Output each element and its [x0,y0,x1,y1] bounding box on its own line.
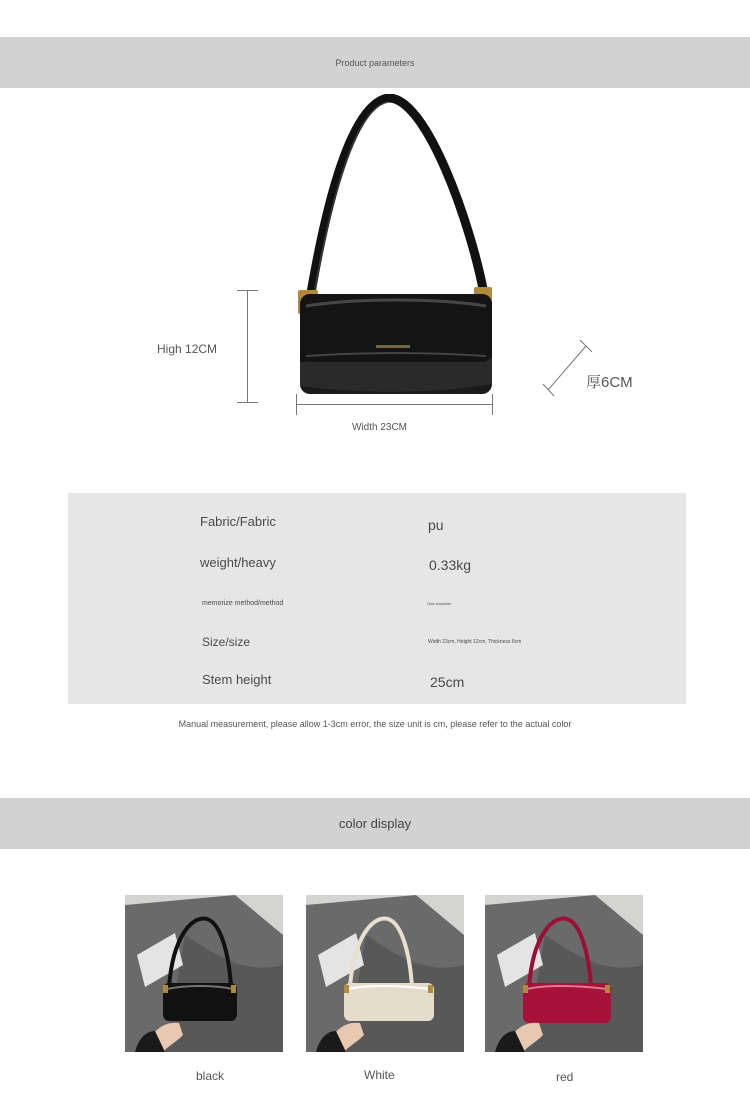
color-label-black: black [196,1069,225,1083]
spec-value-weight: 0.33kg [429,557,472,573]
color-swatch-black[interactable] [125,895,283,1052]
handbag-image [296,94,496,399]
color-label-red: red [556,1070,574,1084]
white-handbag-photo [306,895,464,1052]
color-swatch-white[interactable] [306,895,464,1052]
height-label: High 12CM [157,342,218,356]
red-handbag-photo [485,895,643,1052]
width-label: Width 23CM [352,422,408,433]
spec-label-weight: weight/heavy [200,555,276,570]
spec-label-stem-height: Stem height [202,672,272,687]
measurement-note: Manual measurement, please allow 1-3cm error, the size unit is cm, please refer to the actual color [178,719,572,729]
black-handbag-photo [125,895,283,1052]
width-dimension-line [296,404,493,405]
spec-value-carry-method: One shoulder [427,601,452,606]
section-title: color display [338,816,412,831]
spec-label-fabric: Fabric/Fabric [200,514,276,529]
width-dimension-cap-right [492,394,493,415]
section-title: Product parameters [335,57,415,68]
spec-value-stem-height: 25cm [430,674,465,690]
color-label-white: White [364,1068,395,1082]
height-dimension-line [247,291,248,403]
section-header-product-parameters [0,37,750,88]
spec-value-fabric: pu [428,517,444,533]
spec-label-carry-method: memorize method/method [202,600,284,607]
depth-label: 厚6CM [586,374,633,391]
height-dimension-cap-bottom [237,402,258,403]
color-swatch-red[interactable] [485,895,643,1052]
product-specs-table [68,493,686,704]
section-header-color-display [0,798,750,849]
spec-value-size: Width 23cm, Height 12cm, Thickness 6cm [428,639,522,645]
spec-label-size: Size/size [202,635,251,649]
